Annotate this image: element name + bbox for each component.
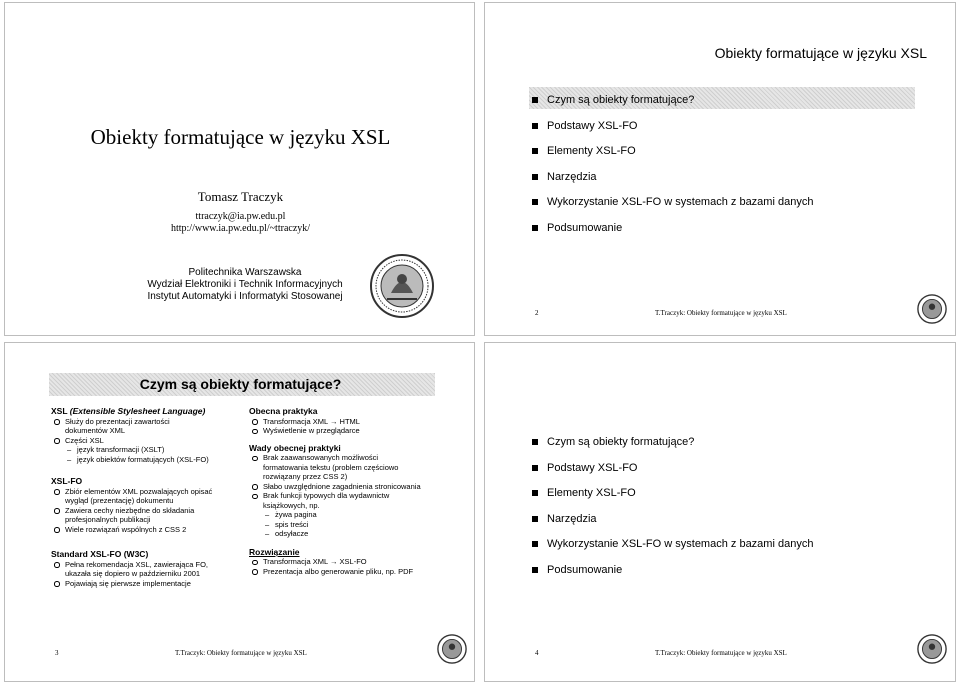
section-heading-standard: Standard XSL-FO (W3C) <box>51 549 149 559</box>
section-heading-xsl-fo: XSL-FO <box>51 476 83 486</box>
list-item: Części XSL <box>51 436 241 446</box>
section-heading-solution: Rozwiązanie <box>249 546 300 557</box>
title-slide-heading: Obiekty formatujące w języku XSL <box>90 125 391 149</box>
agenda-list <box>532 94 813 247</box>
slide-4 <box>484 342 956 682</box>
agenda-item: Elementy XSL-FO <box>532 487 813 513</box>
heading-main: XSL <box>51 406 68 416</box>
slide-3 <box>4 342 475 682</box>
slide-2 <box>484 2 956 336</box>
list-item: Transformacja XML → XSL-FO <box>249 557 449 567</box>
university-seal-icon <box>917 294 947 324</box>
author-name: Tomasz Traczyk <box>197 189 284 204</box>
agenda-item: Wykorzystanie XSL-FO w systemach z bazami danych <box>532 538 813 564</box>
section-heading-practice: Obecna praktyka <box>249 406 318 416</box>
list-item: Służy do prezentacji zawartości dokumentów XML <box>51 417 241 436</box>
author-url[interactable]: http://www.ia.pw.edu.pl/~ttraczyk/ <box>170 223 311 234</box>
affiliation <box>135 267 355 303</box>
slide-title: Czym są obiekty formatujące? <box>139 376 342 392</box>
list-item: Zawiera cechy niezbędne do składania profesjonalnych publikacji <box>51 506 241 525</box>
list-item: Pojawiają się pierwsze implementacje <box>51 579 241 589</box>
agenda-item: Czym są obiekty formatujące? <box>532 94 813 120</box>
slide-title: Obiekty formatujące w języku XSL <box>714 45 927 61</box>
agenda-item: Wykorzystanie XSL-FO w systemach z bazami danych <box>532 196 813 222</box>
list-item: Brak funkcji typowych dla wydawnictw książkowych, np. <box>249 491 449 510</box>
page-number: 4 <box>535 649 539 657</box>
list-item: Wyświetlenie w przeglądarce <box>249 426 449 436</box>
list-item: Słabo uwzględnione zagadnienia stronicowania <box>249 482 449 492</box>
author-email[interactable]: ttraczyk@ia.pw.edu.pl <box>195 211 286 222</box>
agenda-item: Narzędzia <box>532 171 813 197</box>
heading-expansion: (Extensible Stylesheet Language) <box>69 406 206 416</box>
right-column <box>249 403 449 576</box>
agenda-item: Narzędzia <box>532 513 813 539</box>
page-number: 3 <box>55 649 59 657</box>
section-heading-drawbacks: Wady obecnej praktyki <box>249 442 341 453</box>
university-seal-icon <box>369 253 435 319</box>
footer-text: T.Traczyk: Obiekty formatujące w języku XSL <box>655 649 787 657</box>
agenda-item: Elementy XSL-FO <box>532 145 813 171</box>
agenda-item: Podstawy XSL-FO <box>532 462 813 488</box>
list-item: Brak zaawansowanych możliwości formatowania tekstu (problem częściowo rozwiązany przez CSS 2) <box>249 453 449 482</box>
footer-text: T.Traczyk: Obiekty formatujące w języku XSL <box>655 309 787 317</box>
agenda-list <box>532 436 813 589</box>
list-item: Pełna rekomendacja XSL, zawierająca FO, ukazała się dopiero w październiku 2001 <box>51 560 241 579</box>
slide-1 <box>4 2 475 336</box>
agenda-item: Czym są obiekty formatujące? <box>532 436 813 462</box>
list-item: Prezentacja albo generowanie pliku, np. PDF <box>249 567 449 577</box>
list-item: Transformacja XML → HTML <box>249 417 449 427</box>
list-item: Zbiór elementów XML pozwalających opisać wygląd (prezentację) dokumentu <box>51 487 241 506</box>
university-seal-icon <box>437 634 467 664</box>
left-column <box>51 403 241 588</box>
university-seal-icon <box>917 634 947 664</box>
section-heading-xsl <box>51 407 241 417</box>
page-number: 2 <box>535 309 539 317</box>
sub-list-item: – język transformacji (XSLT) <box>51 445 241 455</box>
sub-list-item: – żywa pagina <box>249 510 449 520</box>
agenda-item: Podstawy XSL-FO <box>532 120 813 146</box>
list-item: Wiele rozwiązań wspólnych z CSS 2 <box>51 525 241 535</box>
author-contact <box>5 211 475 235</box>
footer-text: T.Traczyk: Obiekty formatujące w języku XSL <box>175 649 307 657</box>
affiliation-line: Instytut Automatyki i Informatyki Stosowanej <box>147 291 343 302</box>
sub-list-item: – język obiektów formatujących (XSL-FO) <box>51 455 241 465</box>
sub-list-item: – odsyłacze <box>249 529 449 539</box>
affiliation-line: Wydział Elektroniki i Technik Informacyjnych <box>147 279 343 290</box>
agenda-item: Podsumowanie <box>532 564 813 590</box>
sub-list-item: – spis treści <box>249 520 449 530</box>
agenda-item: Podsumowanie <box>532 222 813 248</box>
affiliation-line: Politechnika Warszawska <box>188 267 302 278</box>
